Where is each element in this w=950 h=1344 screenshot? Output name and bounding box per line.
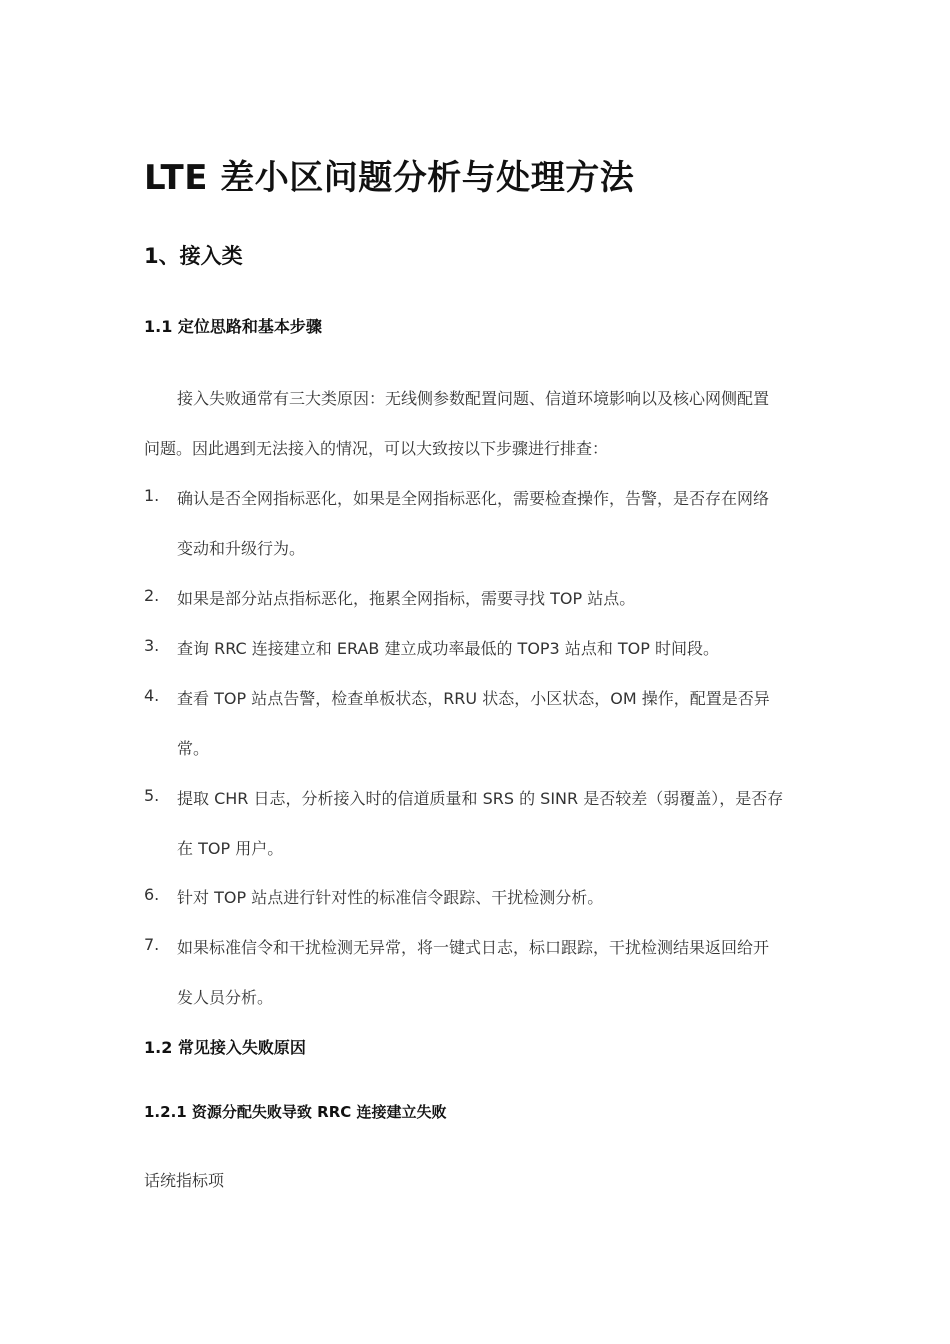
list-item-text: 查询 RRC 连接建立和 ERAB 建立成功率最低的 TOP3 站点和 TOP 时间段。 bbox=[177, 639, 720, 658]
intro-paragraph-line-2: 问题。因此遇到无法接入的情况，可以大致按以下步骤进行排查： bbox=[144, 439, 609, 458]
list-item-number: 1. bbox=[144, 486, 160, 505]
subsection-heading-1-2-1: 1.2.1 资源分配失败导致 RRC 连接建立失败 bbox=[144, 1103, 447, 1121]
list-item-text-continued: 常。 bbox=[177, 739, 210, 758]
list-item-text: 查看 TOP 站点告警，检查单板状态，RRU 状态，小区状态，OM 操作，配置是否异 bbox=[177, 689, 770, 708]
list-item-text: 确认是否全网指标恶化，如果是全网指标恶化，需要检查操作，告警，是否存在网络 bbox=[177, 489, 770, 508]
list-item-text-continued: 发人员分析。 bbox=[177, 988, 274, 1007]
subsection-heading-1-1: 1.1 定位思路和基本步骤 bbox=[144, 317, 322, 336]
list-item-text-continued: 在 TOP 用户。 bbox=[177, 839, 284, 858]
list-item-number: 7. bbox=[144, 935, 160, 954]
list-item-number: 6. bbox=[144, 885, 160, 904]
document-title: LTE 差小区问题分析与处理方法 bbox=[144, 158, 635, 198]
list-item-number: 3. bbox=[144, 636, 160, 655]
list-item-text: 如果是部分站点指标恶化，拖累全网指标，需要寻找 TOP 站点。 bbox=[177, 589, 636, 608]
body-text: 话统指标项 bbox=[144, 1171, 225, 1190]
section-heading-access: 1、接入类 bbox=[144, 244, 243, 268]
list-item-text: 提取 CHR 日志，分析接入时的信道质量和 SRS 的 SINR 是否较差（弱覆盖），是否存 bbox=[177, 789, 784, 808]
subsection-heading-1-2: 1.2 常见接入失败原因 bbox=[144, 1038, 306, 1057]
list-item-number: 4. bbox=[144, 686, 160, 705]
list-item-text-continued: 变动和升级行为。 bbox=[177, 539, 306, 558]
intro-paragraph-line-1: 接入失败通常有三大类原因：无线侧参数配置问题、信道环境影响以及核心网侧配置 bbox=[177, 389, 770, 408]
list-item-number: 2. bbox=[144, 586, 160, 605]
list-item-text: 如果标准信令和干扰检测无异常，将一键式日志，标口跟踪，干扰检测结果返回给开 bbox=[177, 938, 770, 957]
list-item-number: 5. bbox=[144, 786, 160, 805]
list-item-text: 针对 TOP 站点进行针对性的标准信令跟踪、干扰检测分析。 bbox=[177, 888, 604, 907]
